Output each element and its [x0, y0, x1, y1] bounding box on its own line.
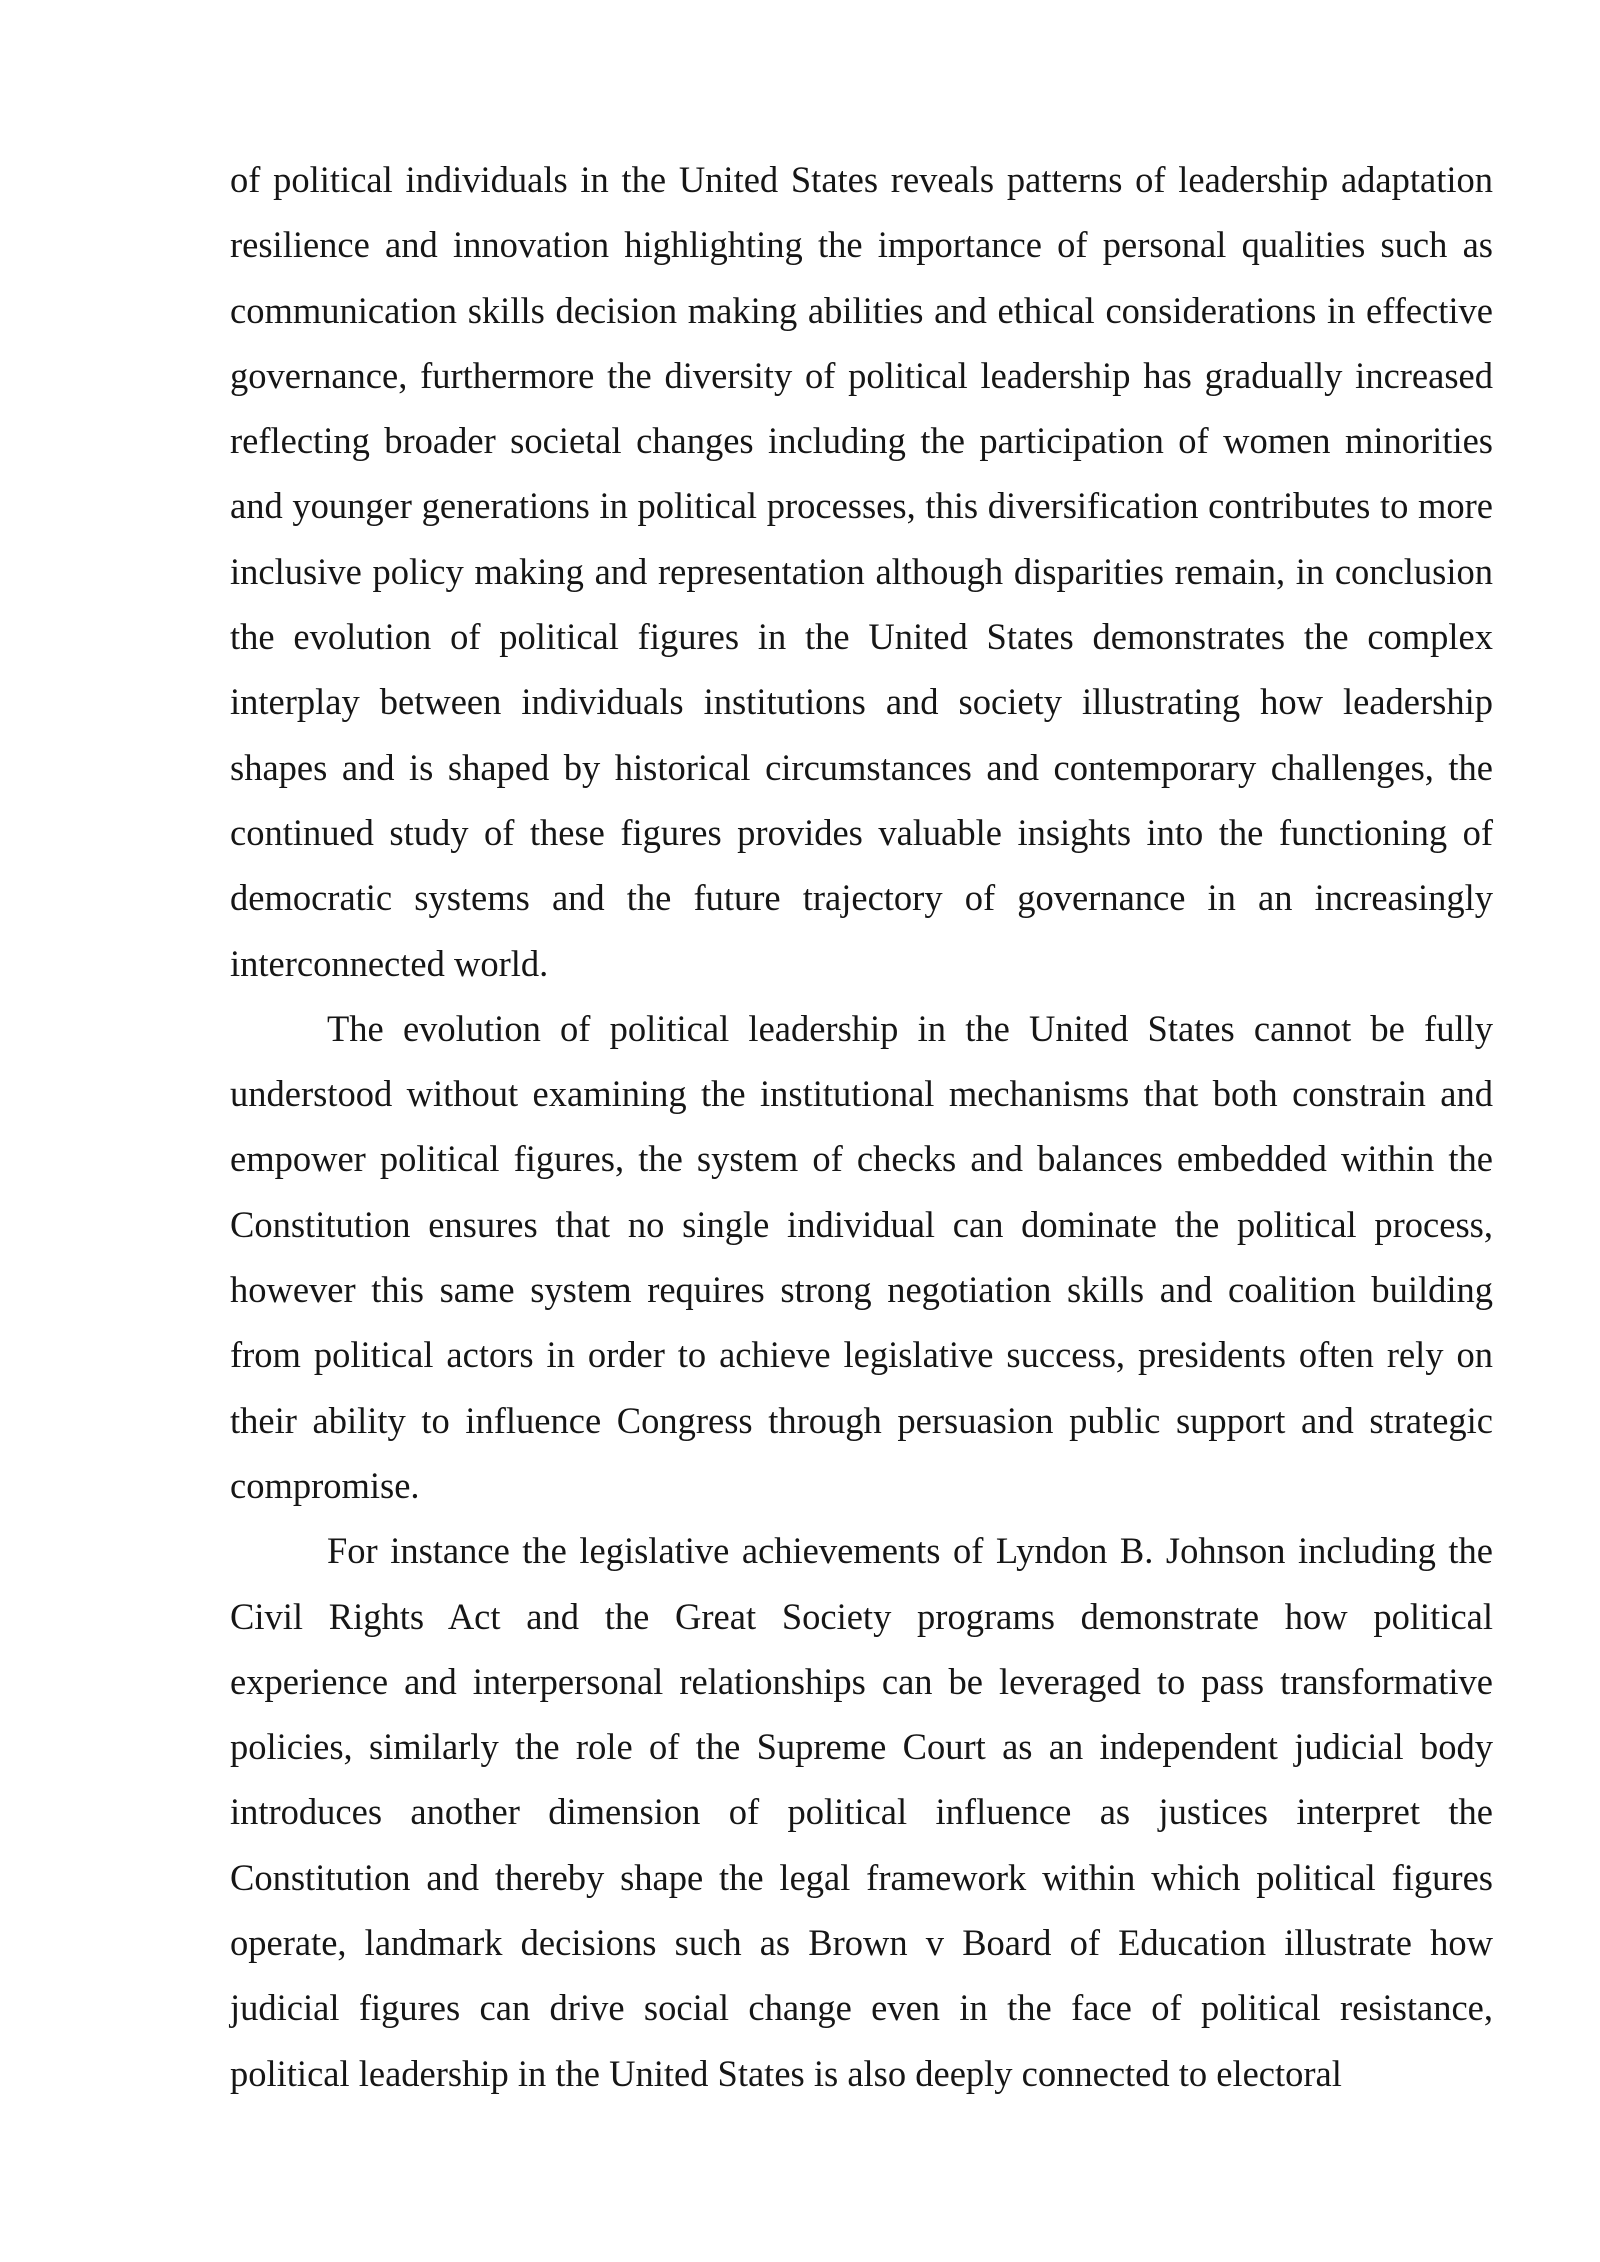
- document-body: [230, 147, 1493, 2106]
- paragraph-continuation: of political individuals in the United States reveals patterns of leadership adaptation resilience and innovation highlighting the importance of personal qualities such as communication skills decision making abilities and ethical considerations in effective governance, furthermore the diversity of political leadership has gradually increased reflecting broader societal changes including the participation of women minorities and younger generations in political processes, this diversification contributes to more inclusive policy making and representation although disparities remain, in conclusion the evolution of political figures in the United States demonstrates the complex interplay between individuals institutions and society illustrating how leadership shapes and is shaped by historical circumstances and contemporary challenges, the continued study of these figures provides valuable insights into the functioning of democratic systems and the future trajectory of governance in an increasingly interconnected world.: [230, 159, 1493, 984]
- paragraph-legislative-achievements: For instance the legislative achievements of Lyndon B. Johnson including the Civil Rights Act and the Great Society programs demonstrate how political experience and interpersonal relationships can be leveraged to pass transformative policies, similarly the role of the Supreme Court as an independent judicial body introduces another dimension of political influence as justices interpret the Constitution and thereby shape the legal framework within which political figures operate, landmark decisions such as Brown v Board of Education illustrate how judicial figures can drive social change even in the face of political resistance, political leadership in the United States is also deeply connected to electoral: [230, 1530, 1493, 2094]
- paragraph-institutional-mechanisms: The evolution of political leadership in the United States cannot be fully understood without examining the institutional mechanisms that both constrain and empower political figures, the system of checks and balances embedded within the Constitution ensures that no single individual can dominate the political process, however this same system requires strong negotiation skills and coalition building from political actors in order to achieve legislative success, presidents often rely on their ability to influence Congress through persuasion public support and strategic compromise.: [230, 1007, 1493, 1506]
